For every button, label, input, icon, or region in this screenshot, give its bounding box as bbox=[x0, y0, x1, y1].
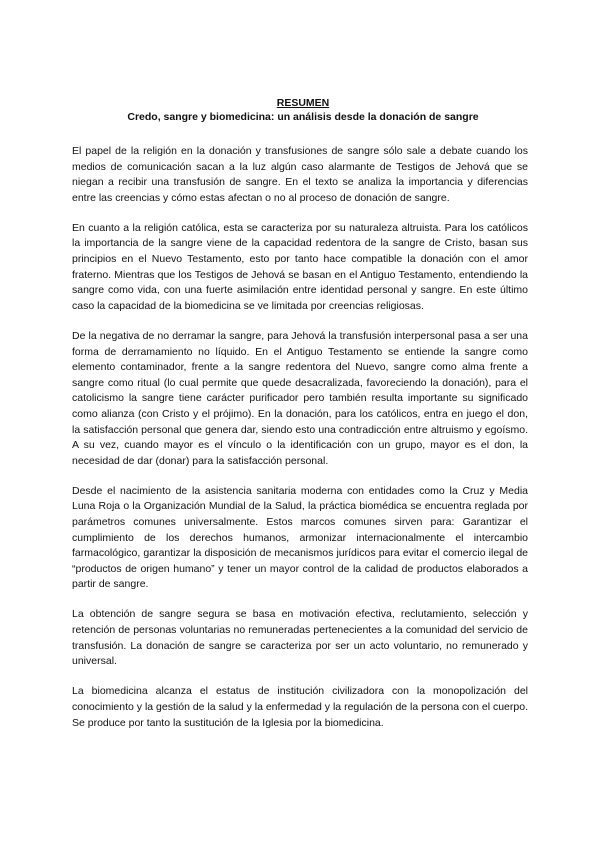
document-heading: RESUMEN bbox=[276, 97, 330, 109]
paragraph: De la negativa de no derramar la sangre, para Jehová la transfusión interpersonal pasa a ser una forma de derramamiento no líquido. En el Antiguo Testamento se entiende la sangre como elemento contaminador, frente a la sangre redentora del Nuevo, sangre como alma frente a sangre como ritual (lo cual permite que quede desacralizada, favoreciendo la donación), para el catolicismo la sangre tiene carácter purificador pero también resulta importante su significado como alianza (con Cristo y el prójimo). En la donación, para los católicos, entra en juego el don, la satisfacción personal que genera dar, siendo esto una contradicción entre altruismo y egoísmo. A su vez, cuando mayor es el vínculo o la identificación con un grupo, mayor es el don, la necesidad de dar (donar) para la satisfacción personal. bbox=[72, 329, 528, 467]
paragraph: En cuanto a la religión católica, esta se caracteriza por su naturaleza altruista. Para los católicos la importancia de la sangre viene de la capacidad redentora de la sangre de Cristo, basan sus principios en el Nuevo Testamento, esto por tanto hace compatible la donación con el amor fraterno. Mientras que los Testigos de Jehová se basan en el Antiguo Testamento, entendiendo la sangre como vida, con una fuerte asimilación entre identidad personal y sangre. En este último caso la capacidad de la biomedicina se ve limitada por creencias religiosas. bbox=[72, 221, 528, 312]
document-subtitle: Credo, sangre y biomedicina: un análisis desde la donación de sangre bbox=[127, 111, 479, 123]
paragraph: El papel de la religión en la donación y transfusiones de sangre sólo sale a debate cuando los medios de comunicación sacan a la luz algún caso alarmante de Testigos de Jehová que se niegan a recibir una transfusión de sangre. En el texto se analiza la importancia y diferencias entre las creencias y cómo estas afectan o no al proceso de donación de sangre. bbox=[72, 145, 528, 204]
paragraph: Desde el nacimiento de la asistencia sanitaria moderna con entidades como la Cruz y Media Luna Roja o la Organización Mundial de la Salud, la práctica biomédica se encuentra reglada por parámetros comunes universalmente. Estos marcos comunes sirven para: Garantizar el cumplimiento de los derechos humanos, armonizar internacionalmente el intercambio farmacológico, garantizar la disposición de mecanismos jurídicos para evitar el comercio ilegal de “productos de origen humano” y tener un mayor control de la calidad de productos elaborados a partir de sangre. bbox=[72, 484, 528, 591]
paragraph: La biomedicina alcanza el estatus de institución civilizadora con la monopolización del conocimiento y la gestión de la salud y la enfermedad y la regulación de la persona con el cuerpo. Se produce por tanto la sustitución de la Iglesia por la biomedicina. bbox=[72, 685, 528, 729]
paragraph: La obtención de sangre segura se basa en motivación efectiva, reclutamiento, selección y retención de personas voluntarias no remuneradas pertenecientes a la comunidad del servicio de transfusión. La donación de sangre se caracteriza por ser un acto voluntario, no remunerado y universal. bbox=[72, 608, 528, 668]
